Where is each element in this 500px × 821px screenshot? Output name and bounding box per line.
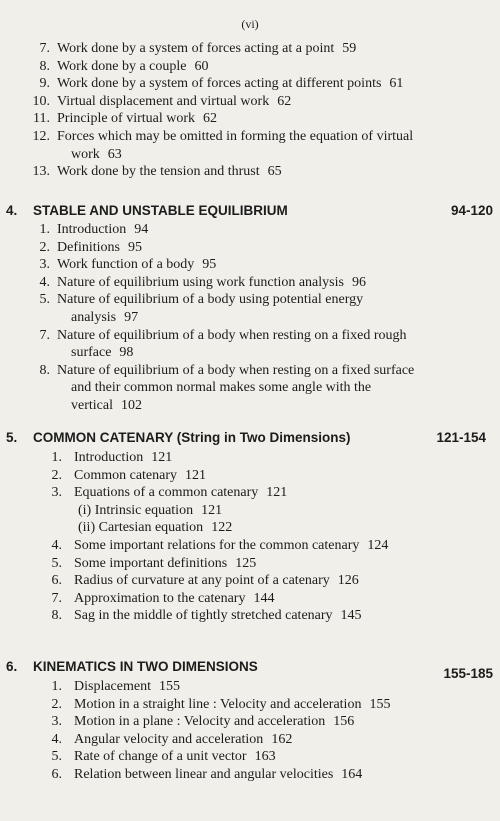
entry-title-line xyxy=(74,555,256,572)
entry-title: Work done by a system of forces acting at different points xyxy=(57,76,382,92)
entry-title: Some important relations for the common catenary xyxy=(74,538,360,553)
entry-page: 102 xyxy=(120,397,142,413)
entry-title: Nature of equilibrium of a body when resting on a fixed surface xyxy=(57,362,415,378)
entry-page: 155 xyxy=(369,696,391,712)
entry-title-line xyxy=(71,146,122,163)
entry-title: Definitions xyxy=(57,239,120,255)
entry-title-line xyxy=(74,537,388,554)
entry-title-line xyxy=(57,75,403,92)
entry-title: Virtual displacement and virtual work xyxy=(57,93,270,109)
entry-number: 8. xyxy=(39,58,50,74)
entry-title-line xyxy=(74,484,287,501)
entry-title: Rate of change of a unit vector xyxy=(74,749,247,765)
entry-title: Radius of curvature at any point of a catenary xyxy=(74,573,330,589)
entry-title: Nature of equilibrium of a body using potential energy xyxy=(57,292,364,308)
entry-title-line xyxy=(57,256,216,273)
entry-title-line xyxy=(74,572,359,589)
entry-page: 121 xyxy=(201,502,223,518)
entry-page: 62 xyxy=(203,111,218,127)
entry-title: Work done by the tension and thrust xyxy=(57,164,260,180)
entry-number: 1. xyxy=(51,450,62,465)
entry-title-line xyxy=(57,128,413,145)
entry-number: 8. xyxy=(39,362,50,378)
entry-page: 98 xyxy=(119,345,134,361)
entry-title-line xyxy=(71,397,142,414)
entry-page: 156 xyxy=(333,714,355,730)
entry-number: 3. xyxy=(51,485,62,501)
entry-number: 4. xyxy=(39,274,50,290)
entry-page: 124 xyxy=(367,538,389,553)
entry-title-line xyxy=(57,93,291,110)
entry-number: 12. xyxy=(32,129,50,144)
entry-title: Introduction xyxy=(74,450,144,465)
chapter-number: 6. xyxy=(6,659,18,674)
chapter-title: STABLE AND UNSTABLE EQUILIBRIUM xyxy=(33,203,288,218)
entry-page: 163 xyxy=(254,749,276,765)
entry-title-line xyxy=(57,58,209,75)
entry-page: 145 xyxy=(340,608,362,624)
entry-number: 8. xyxy=(51,608,62,624)
entry-title: Common catenary xyxy=(74,467,178,483)
entry-page: 62 xyxy=(277,93,292,109)
entry-number: 13. xyxy=(32,164,50,180)
entry-page: 65 xyxy=(267,164,282,180)
entry-page: 95 xyxy=(128,239,142,255)
entry-number: 7. xyxy=(51,590,62,606)
entry-title-line xyxy=(74,678,180,695)
entry-page: 60 xyxy=(194,58,209,74)
entry-title-line xyxy=(57,163,282,180)
entry-title-line xyxy=(78,502,222,519)
chapter-page-range: 155-185 xyxy=(443,666,493,681)
entry-title-line xyxy=(74,766,362,783)
entry-title: Nature of equilibrium of a body when resting on a fixed rough xyxy=(57,327,407,343)
entry-title-line xyxy=(74,590,274,607)
entry-number: 1. xyxy=(51,679,62,694)
entry-title-line xyxy=(74,467,206,484)
entry-title-line xyxy=(74,748,276,765)
entry-number: 7. xyxy=(39,327,50,343)
entry-title: Sag in the middle of tightly stretched catenary xyxy=(74,608,333,624)
entry-page: 121 xyxy=(185,467,207,483)
chapter-title: KINEMATICS IN TWO DIMENSIONS xyxy=(33,659,258,674)
entry-number: 5. xyxy=(39,292,50,308)
chapter-title: COMMON CATENARY (String in Two Dimensions) xyxy=(33,430,351,445)
entry-title-line xyxy=(71,379,371,396)
chapter-page-range: 121-154 xyxy=(436,430,486,445)
entry-title-line xyxy=(71,309,138,326)
entry-number: 5. xyxy=(51,555,62,571)
entry-title-line xyxy=(57,291,363,308)
entry-title: (i) Intrinsic equation xyxy=(78,502,194,518)
entry-title: Approximation to the catenary xyxy=(74,590,246,606)
chapter-number: 5. xyxy=(6,430,18,445)
entry-page: 164 xyxy=(341,767,363,782)
entry-title: Displacement xyxy=(74,679,151,694)
entry-number: 2. xyxy=(51,696,62,712)
entry-title-line xyxy=(74,449,172,466)
entry-title: analysis xyxy=(71,309,117,325)
entry-number: 1. xyxy=(39,222,50,237)
entry-number: 4. xyxy=(51,731,62,747)
entry-title: Nature of equilibrium using work function analysis xyxy=(57,274,344,290)
entry-number: 3. xyxy=(39,257,50,273)
entry-title: Work done by a couple xyxy=(57,58,187,74)
entry-title-line xyxy=(74,696,390,713)
entry-page: 96 xyxy=(351,274,366,290)
entry-number: 3. xyxy=(51,714,62,730)
entry-title: Forces which may be omitted in forming the equation of virtual xyxy=(57,129,414,144)
entry-page: 63 xyxy=(107,146,122,162)
entry-number: 6. xyxy=(51,573,62,589)
entry-title-line xyxy=(57,221,148,238)
entry-number: 9. xyxy=(39,76,50,92)
entry-page: 121 xyxy=(266,485,288,501)
entry-title: Equations of a common catenary xyxy=(74,485,259,501)
entry-number: 2. xyxy=(51,467,62,483)
entry-title: Introduction xyxy=(57,222,127,237)
entry-title: Motion in a plane : Velocity and acceleration xyxy=(74,714,326,730)
entry-number: 2. xyxy=(39,239,50,255)
entry-title: (ii) Cartesian equation xyxy=(78,520,204,536)
entry-number: 7. xyxy=(39,41,50,56)
entry-title: Motion in a straight line : Velocity and acceleration xyxy=(74,696,362,712)
entry-number: 6. xyxy=(51,767,62,782)
chapter-page-range: 94-120 xyxy=(450,203,493,218)
entry-title: Some important definitions xyxy=(74,555,228,571)
entry-title: Principle of virtual work xyxy=(57,111,196,127)
entry-title: Work function of a body xyxy=(57,257,195,273)
entry-page: 97 xyxy=(124,309,139,325)
entry-title: work xyxy=(71,146,100,162)
entry-page: 144 xyxy=(253,590,275,606)
entry-page: 155 xyxy=(158,679,180,694)
entry-title: surface xyxy=(71,345,112,361)
entry-title-line xyxy=(57,327,407,344)
entry-page: 125 xyxy=(235,555,257,571)
entry-title: and their common normal makes some angle with the xyxy=(71,380,372,396)
entry-title: vertical xyxy=(71,397,113,413)
page-number: (vi) xyxy=(241,17,259,31)
entry-title-line xyxy=(57,362,414,379)
entry-title: Work done by a system of forces acting at a point xyxy=(57,41,335,56)
entry-page: 94 xyxy=(134,222,149,237)
entry-title: Angular velocity and acceleration xyxy=(74,731,264,747)
entry-title-line xyxy=(57,40,356,57)
entry-title-line xyxy=(57,274,366,291)
entry-title-line xyxy=(78,519,232,536)
chapter-number: 4. xyxy=(6,203,18,218)
entry-title-line xyxy=(74,713,354,730)
entry-title-line xyxy=(57,239,142,256)
entry-page: 126 xyxy=(337,573,359,589)
entry-title-line xyxy=(74,731,292,748)
entry-page: 95 xyxy=(202,257,217,273)
entry-title-line xyxy=(71,344,133,361)
entry-page: 121 xyxy=(151,450,173,465)
entry-title-line xyxy=(74,607,362,624)
entry-number: 11. xyxy=(33,111,50,127)
entry-number: 10. xyxy=(32,93,50,109)
entry-title: Relation between linear and angular velocities xyxy=(74,767,334,782)
entry-number: 4. xyxy=(51,538,62,553)
entry-page: 162 xyxy=(271,731,293,747)
entry-number: 5. xyxy=(51,749,62,765)
entry-page: 61 xyxy=(389,76,404,92)
entry-page: 59 xyxy=(342,41,357,56)
entry-page: 122 xyxy=(211,520,233,536)
entry-title-line xyxy=(57,110,217,127)
